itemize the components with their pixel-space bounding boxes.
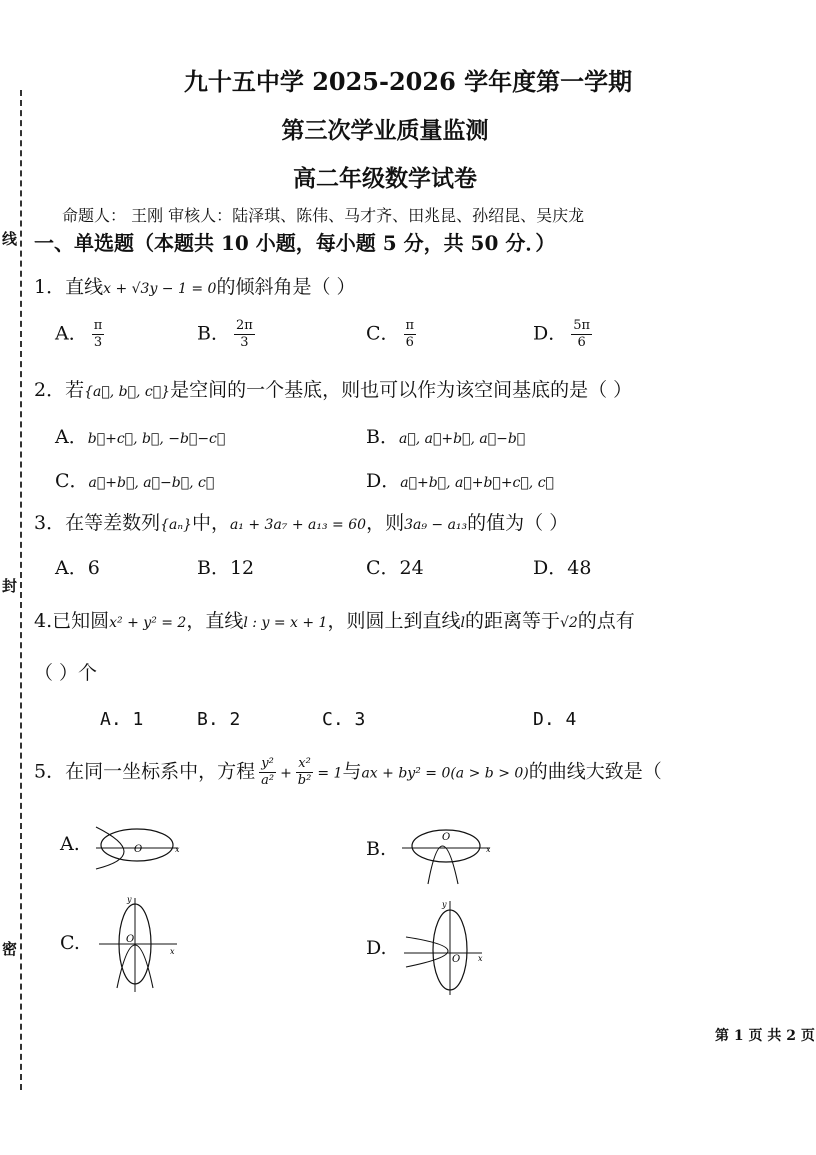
q5-c-origin: O — [126, 934, 135, 945]
q3-option-c: C．24 — [366, 557, 424, 579]
q4-option-b: B. 2 — [197, 709, 241, 730]
exam-name: 高二年级数学试卷 — [293, 165, 477, 192]
q3-option-d: D．48 — [533, 557, 592, 579]
q1-equation: x + √3y − 1 = 0 — [103, 281, 217, 297]
q5-option-a-label: A. — [60, 833, 80, 855]
q5-d-origin: O — [452, 954, 461, 965]
q2-option-a: A．b⃗+c⃗, b⃗, −b⃗−c⃗ — [55, 426, 226, 448]
question-4: 4.已知圆x² + y² = 2，直线l : y = x + 1，则圆上到直线l的距离等于√2的点有 — [34, 610, 635, 632]
section-heading: 一、单选题（本题共 10 小题，每小题 5 分，共 50 分．） — [34, 231, 556, 255]
q5-d-x: x — [478, 954, 483, 963]
q1-option-b: B． $\frac{2\pi}{3}$ — [197, 318, 253, 350]
q2-option-d: D．a⃗+b⃗, a⃗+b⃗+c⃗, c⃗ — [366, 470, 554, 492]
q5-b-origin: O — [442, 832, 451, 843]
q5-a-x: x — [175, 845, 180, 854]
q5-option-d-graph — [400, 895, 490, 1000]
q2-basis: {a⃗, b⃗, c⃗} — [84, 384, 171, 400]
page-number: 第 1 页 共 2 页 — [715, 1028, 815, 1044]
question-3: 3．在等差数列{aₙ}中，a₁ + 3a₇ + a₁₃ = 60，则3a₉ − a₁₃的值为（ ） — [34, 512, 569, 534]
q4-option-d: D. 4 — [533, 709, 577, 730]
binding-dashed-line — [20, 90, 22, 1090]
q1-suffix: 的倾斜角是（ ） — [216, 276, 356, 298]
q5-option-b-graph — [398, 808, 498, 888]
q5-option-c-graph — [95, 892, 185, 997]
q3-option-a: A．6 — [55, 557, 100, 579]
exam-title: 九十五中学 2025-2026 学年度第一学期 — [183, 67, 633, 96]
q1-option-d: D． $\frac{5\pi}{6}$ — [533, 318, 591, 350]
q2-option-c: C．a⃗+b⃗, a⃗−b⃗, c⃗ — [55, 470, 215, 492]
q4-answer-blank: （ ）个 — [34, 662, 98, 684]
margin-line-label: 线 — [2, 230, 18, 248]
q1-prefix: 1．直线 — [34, 276, 104, 298]
q5-c-x: x — [170, 947, 175, 956]
authors-line: 命题人： 王刚 审核人：陆泽琪、陈伟、马才齐、田兆昆、孙绍昆、吴庆龙 — [62, 206, 585, 225]
margin-secret-label: 密 — [2, 940, 18, 958]
q4-option-a: A. 1 — [100, 709, 144, 730]
q5-c-y: y — [127, 895, 132, 904]
q5-option-c-label: C. — [60, 932, 80, 954]
question-5: 5．在同一坐标系中，方程 $\frac{\text{y²}}{\text{a²}}$ + $\frac{\text{x²}}{\text{b²}}$ = 1与ax + by² = 0(a > b > 0)的曲线大致是（ — [34, 756, 662, 788]
exam-subtitle: 第三次学业质量监测 — [281, 117, 489, 144]
q5-b-x: x — [486, 845, 491, 854]
q5-option-a-graph — [92, 815, 187, 880]
question-1 — [34, 272, 355, 299]
margin-seal-label: 封 — [2, 577, 18, 595]
q2-option-b: B．a⃗, a⃗+b⃗, a⃗−b⃗ — [366, 426, 526, 448]
q3-option-b: B．12 — [197, 557, 255, 579]
q1-option-c: C． $\frac{\pi}{6}$ — [366, 318, 415, 350]
q5-a-origin: O — [134, 844, 143, 855]
question-2: 2．若{a⃗, b⃗, c⃗}是空间的一个基底，则也可以作为该空间基底的是（ ） — [34, 379, 633, 401]
q5-option-d-label: D. — [366, 937, 387, 959]
q5-d-y: y — [442, 900, 447, 909]
q1-option-a: A． $\frac{\pi}{3}$ — [55, 318, 103, 350]
q4-option-c: C. 3 — [322, 709, 366, 730]
q5-option-b-label: B. — [366, 838, 387, 860]
